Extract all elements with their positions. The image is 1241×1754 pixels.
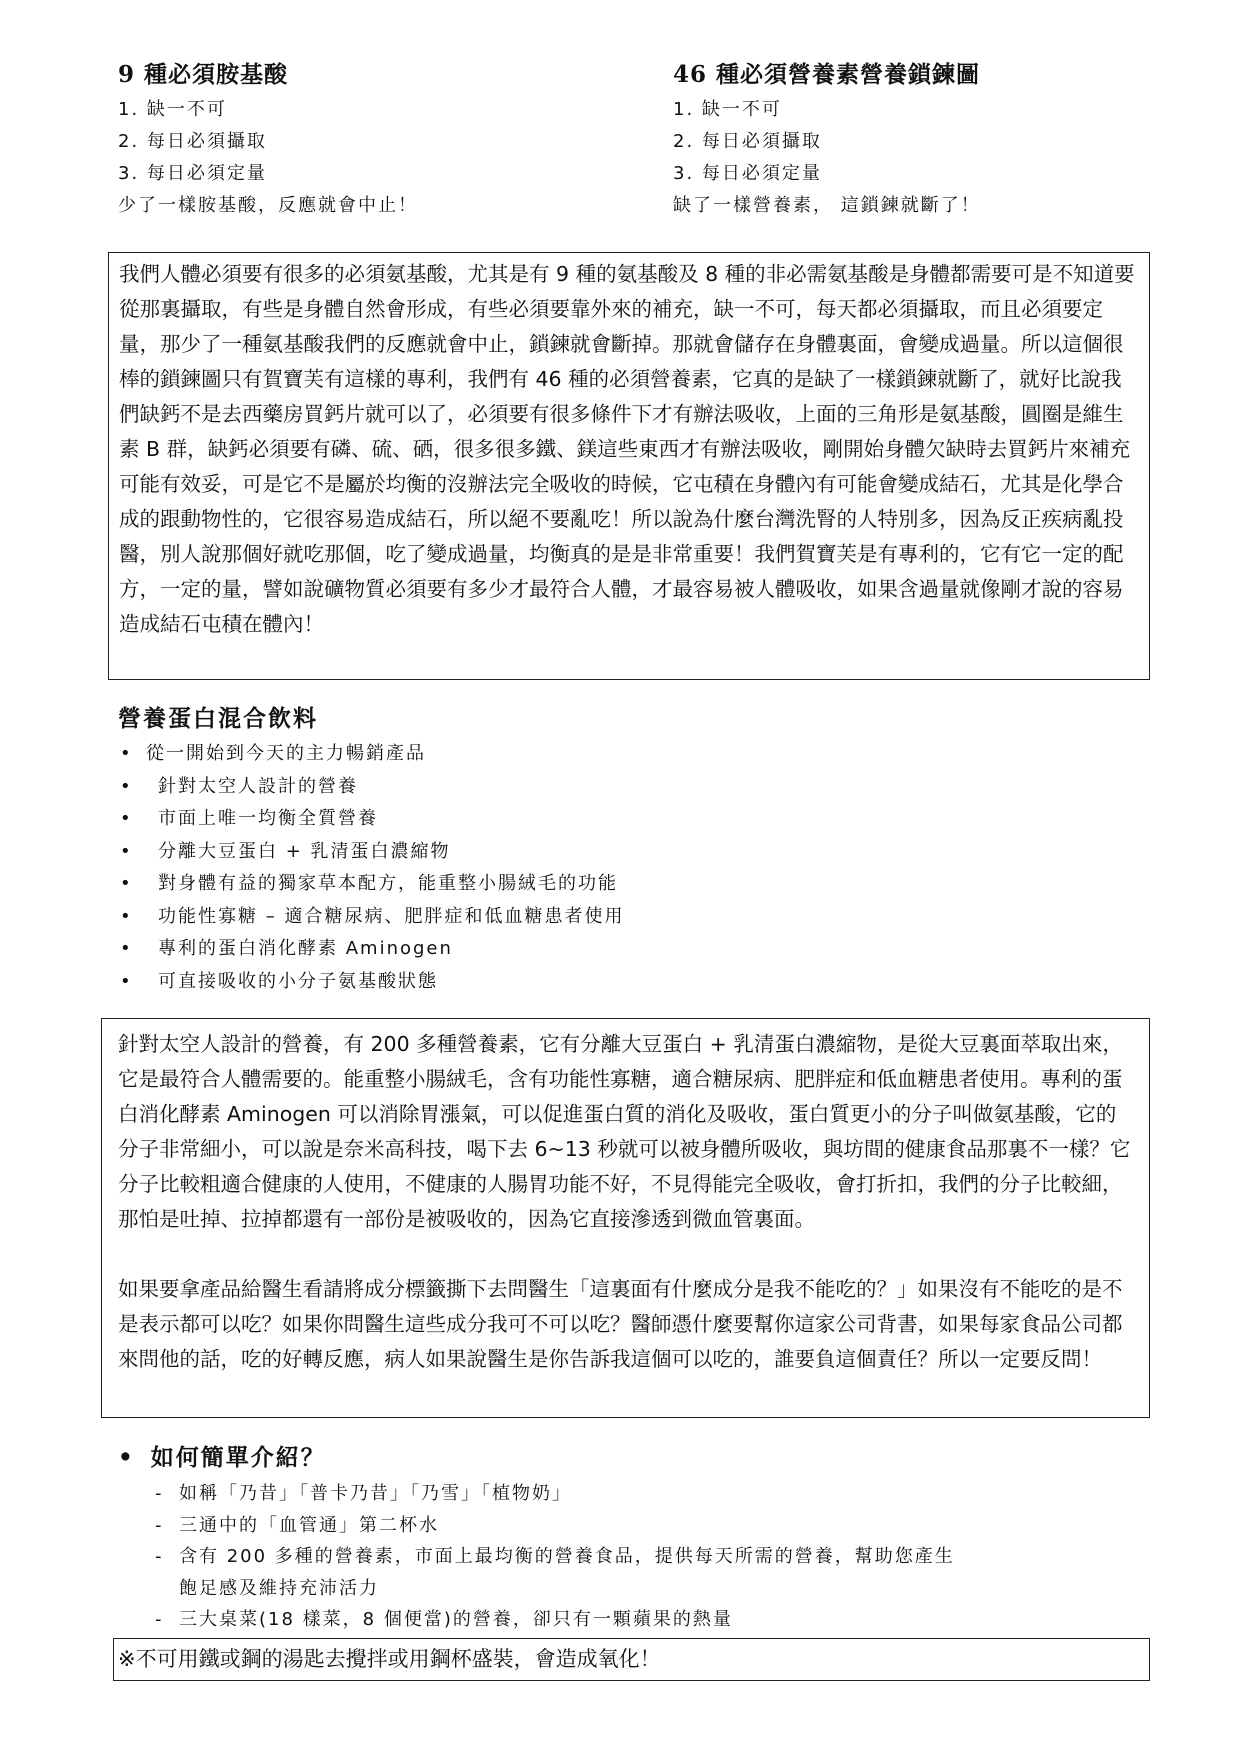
- list-item: • 從一開始到今天的主力暢銷產品: [118, 738, 624, 771]
- nutrient-chain-line: 2. 每日必須攝取: [673, 131, 822, 152]
- bullet-icon: •: [120, 775, 133, 797]
- intro-title: 如何簡單介紹？: [150, 1444, 326, 1471]
- list-item: • 對身體有益的獨家草本配方，能重整小腸絨毛的功能: [118, 868, 624, 901]
- product-feature-list: [118, 738, 624, 998]
- bullet-icon: •: [120, 873, 133, 894]
- list-item: • 市面上唯一均衡全質營養: [118, 803, 624, 836]
- product-explanation-paragraph: 針對太空人設計的營養，有 200 多種營養素，它有分離大豆蛋白 + 乳清蛋白濃縮物，是從大豆裏面萃取出來，它是最符合人體需要的。能重整小腸絨毛，含有功能性寡糖，適合糖尿病、肥胖症和低血糖患者使用。專利的蛋白消化酵素 Aminogen 可以消除胃漲氣，可以促進蛋白質的消化及吸收，蛋白質更小的分子叫做氨基酸，它的分子非常細小，可以說是奈米高科技，喝下去 6~13 秒就可以被身體所吸收，與坊間的健康食品那裏不一樣？它分子比較粗適合健康的人使用，不健康的人腸胃功能不好，不見得能完全吸收，會打折扣，我們的分子比較細，那怕是吐掉、拉掉都還有一部份是被吸收的，因為它直接滲透到微血管裏面。: [118, 1032, 1131, 1231]
- warning-box: [113, 1638, 1150, 1681]
- bullet-icon: •: [120, 840, 133, 862]
- list-item: • 分離大豆蛋白 + 乳清蛋白濃縮物: [118, 836, 624, 869]
- amino-acids-line: 3. 每日必須定量: [118, 163, 267, 184]
- list-item: - 三通中的「血管通」第二杯水: [155, 1510, 955, 1542]
- list-item: - 如稱「乃昔」「普卡乃昔」「乃雪」「植物奶」: [155, 1478, 955, 1510]
- nutrient-chain-title: 46 種必須營養素營養鎖鍊圖: [673, 61, 981, 88]
- dash-icon: -: [155, 1546, 164, 1567]
- warning-text: ※不可用鐵或鋼的湯匙去攪拌或用鋼杯盛裝，會造成氧化！: [118, 1647, 661, 1671]
- nutrient-chain-line: 3. 每日必須定量: [673, 163, 822, 184]
- list-item: • 專利的蛋白消化酵素 Aminogen: [118, 933, 624, 966]
- bullet-icon: •: [120, 905, 133, 927]
- amino-acids-line: 2. 每日必須攝取: [118, 131, 267, 152]
- amino-acids-column: [118, 58, 558, 222]
- list-item: • 可直接吸收的小分子氨基酸狀態: [118, 966, 624, 999]
- nutrient-chain-line: 1. 缺一不可: [673, 99, 782, 120]
- bullet-icon: •: [120, 970, 133, 992]
- bullet-icon: •: [120, 808, 133, 829]
- dash-icon: -: [155, 1514, 164, 1536]
- list-item: • 針對太空人設計的營養: [118, 771, 624, 804]
- dash-icon: -: [155, 1609, 164, 1630]
- nutrient-chain-line: 缺了一樣營養素， 這鎖鍊就斷了！: [673, 195, 981, 216]
- bullet-icon: •: [120, 938, 133, 959]
- bullet-icon: •: [118, 1444, 135, 1471]
- product-explanation-box: [101, 1018, 1150, 1418]
- amino-acids-line: 1. 缺一不可: [118, 99, 227, 120]
- intro-list: [155, 1478, 955, 1636]
- bullet-icon: •: [120, 743, 133, 764]
- intro-heading: [118, 1441, 326, 1475]
- list-item-continuation: 飽足感及維持充沛活力: [179, 1577, 379, 1599]
- list-item: - 三大桌菜(18 樣菜，8 個便當)的營養，卻只有一顆蘋果的熱量: [155, 1604, 955, 1636]
- amino-acids-title: 9 種必須胺基酸: [118, 61, 289, 88]
- list-item: - 含有 200 多種的營養素，市面上最均衡的營養食品，提供每天所需的營養，幫助您產生: [155, 1541, 955, 1573]
- product-section-title: 營養蛋白混合飲料: [118, 705, 318, 732]
- dash-icon: -: [155, 1483, 164, 1504]
- amino-acids-line: 少了一樣胺基酸，反應就會中止！: [118, 195, 418, 216]
- nutrient-chain-column: [673, 58, 1113, 222]
- list-item: • 功能性寡糖 – 適合糖尿病、肥胖症和低血糖患者使用: [118, 901, 624, 934]
- amino-acid-explanation-box: [108, 252, 1150, 680]
- amino-acid-explanation-text: 我們人體必須要有很多的必須氨基酸，尤其是有 9 種的氨基酸及 8 種的非必需氨基酸是身體都需要可是不知道要從那裏攝取，有些是身體自然會形成，有些必須要靠外來的補充，缺一不可，每天都必須攝取，而且必須要定量，那少了一種氨基酸我們的反應就會中止，鎖鍊就會斷掉。那就會儲存在身體裏面，會變成過量。所以這個很棒的鎖鍊圖只有賀寶芙有這樣的專利，我們有 46 種的必須營養素，它真的是缺了一樣鎖鍊就斷了，就好比說我們缺鈣不是去西藥房買鈣片就可以了，必須要有很多條件下才有辦法吸收，上面的三角形是氨基酸，圓圈是維生素 B 群，缺鈣必須要有磷、硫、硒，很多很多鐵、鎂這些東西才有辦法吸收，剛開始身體欠缺時去買鈣片來補充可能有效妥，可是它不是屬於均衡的沒辦法完全吸收的時候，它屯積在身體內有可能會變成結石，尤其是化學合成的跟動物性的，它很容易造成結石，所以絕不要亂吃！所以說為什麼台灣洗腎的人特別多，因為反正疾病亂投醫，別人說那個好就吃那個，吃了變成過量，均衡真的是是非常重要！我們賀寶芙是有專利的，它有它一定的配方，一定的量，譬如說礦物質必須要有多少才最符合人體，才最容易被人體吸收，如果含過量就像剛才說的容易造成結石屯積在體內！: [119, 262, 1135, 636]
- doctor-advice-paragraph: 如果要拿產品給醫生看請將成分標籤撕下去問醫生「這裏面有什麼成分是我不能吃的？」如果沒有不能吃的是不是表示都可以吃？如果你問醫生這些成分我可不可以吃？醫師憑什麼要幫你這家公司背書，如果每家食品公司都來問他的話，吃的好轉反應，病人如果說醫生是你告訴我這個可以吃的，誰要負這個責任？所以一定要反問！: [118, 1277, 1123, 1371]
